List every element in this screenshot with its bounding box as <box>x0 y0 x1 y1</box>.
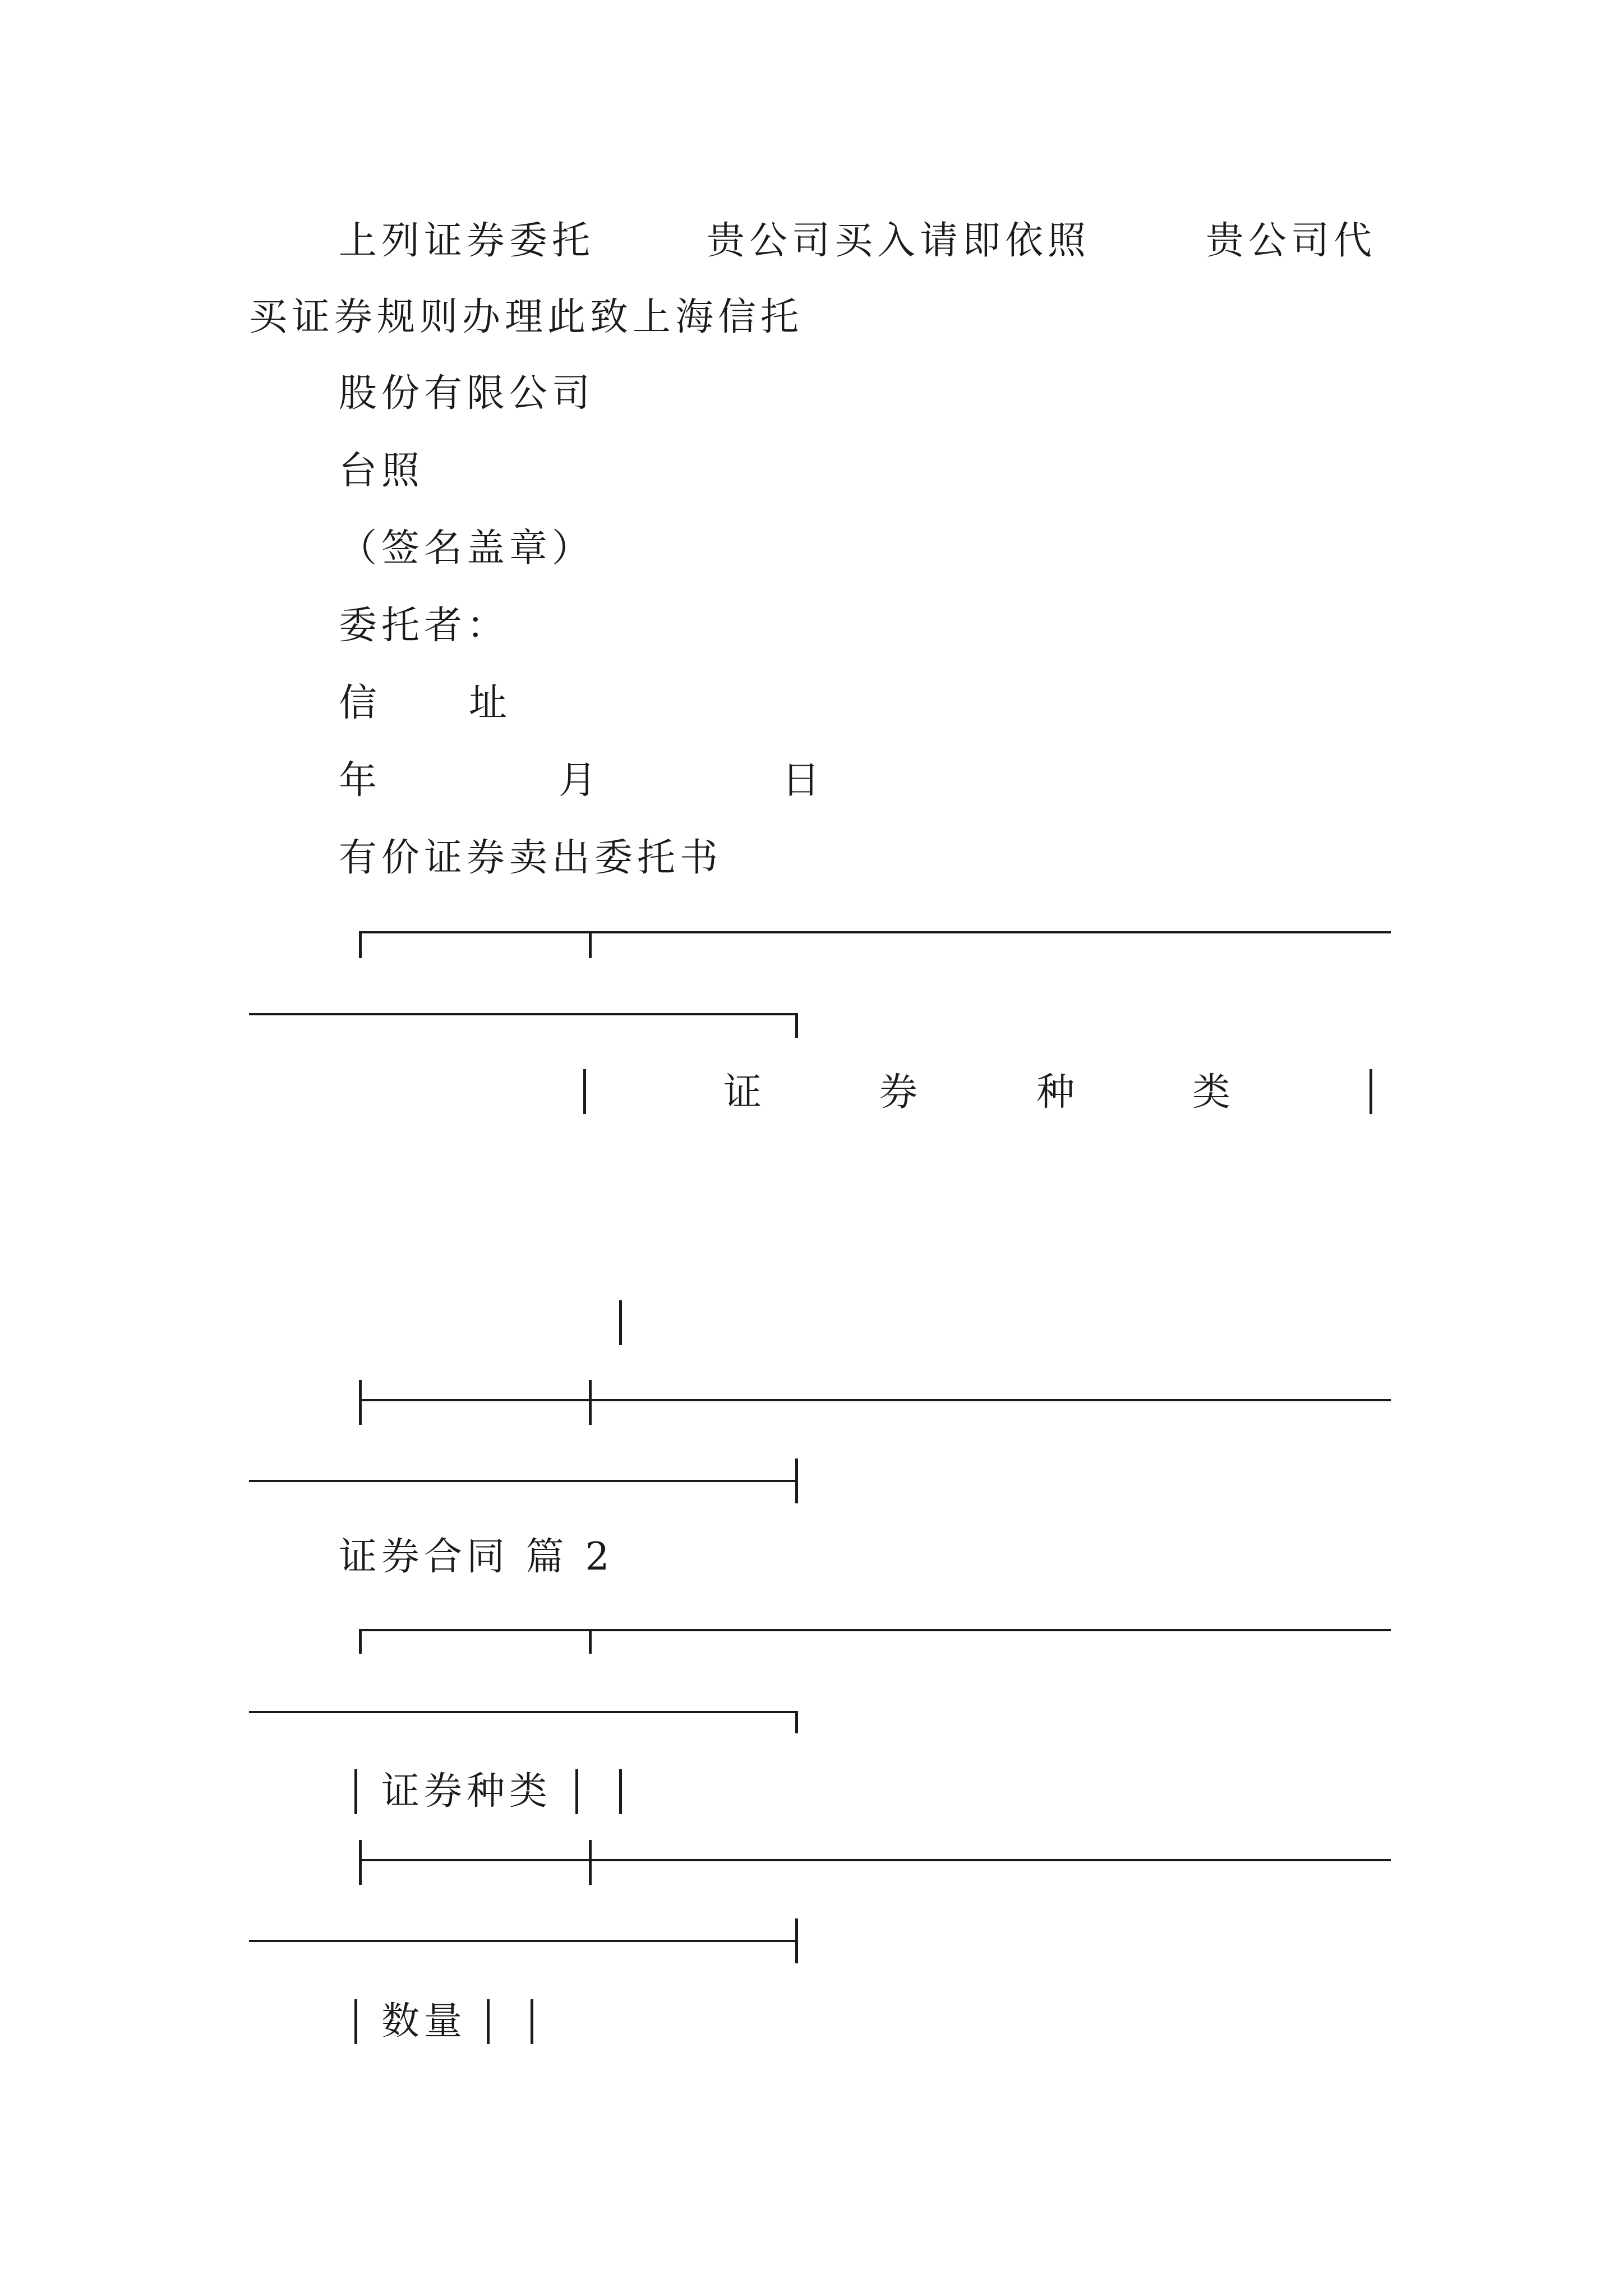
paragraph1-part-c: 贵公司代 <box>1206 219 1377 263</box>
client-label: 委托者： <box>339 604 510 648</box>
table1-header-char-2: 券 <box>879 1070 918 1115</box>
signature-line: （签名盖章） <box>339 526 595 570</box>
section2-title: 证券合同 篇 2 <box>339 1535 614 1579</box>
paragraph1-part-b: 贵公司买入请即依照 <box>707 219 1091 263</box>
table1-header-left-border <box>583 1069 586 1114</box>
table2-row1-label: 证券种类 <box>381 1769 552 1814</box>
date-year: 年 <box>339 758 382 803</box>
address-char-1: 信 <box>339 681 382 725</box>
table2-row1-left-border <box>354 1769 357 1814</box>
table2-row2-right-border <box>531 1999 533 2044</box>
table1-header-char-1: 证 <box>723 1070 762 1115</box>
table1-header-char-4: 类 <box>1192 1070 1231 1115</box>
table2-row2-left-border <box>354 1999 357 2044</box>
company-line: 股份有限公司 <box>339 371 595 416</box>
form-title: 有价证券卖出委托书 <box>339 836 723 880</box>
date-day: 日 <box>782 758 825 803</box>
taizhao-line: 台照 <box>339 449 425 493</box>
table2-row2-label: 数量 <box>381 1999 467 2044</box>
paragraph1-part-a: 上列证券委托 <box>339 219 595 263</box>
table2-row1-mid-border <box>575 1769 578 1814</box>
table2-row2-mid-border <box>487 1999 490 2044</box>
table2-row1-right-border <box>619 1769 622 1814</box>
paragraph1-line2: 买证券规则办理此致上海信托 <box>249 295 804 339</box>
date-month: 月 <box>559 758 602 803</box>
table1-header-char-3: 种 <box>1036 1070 1075 1115</box>
table1-header-right-border <box>1370 1069 1372 1114</box>
address-char-2: 址 <box>469 681 512 725</box>
table1-body-divider <box>619 1300 622 1345</box>
